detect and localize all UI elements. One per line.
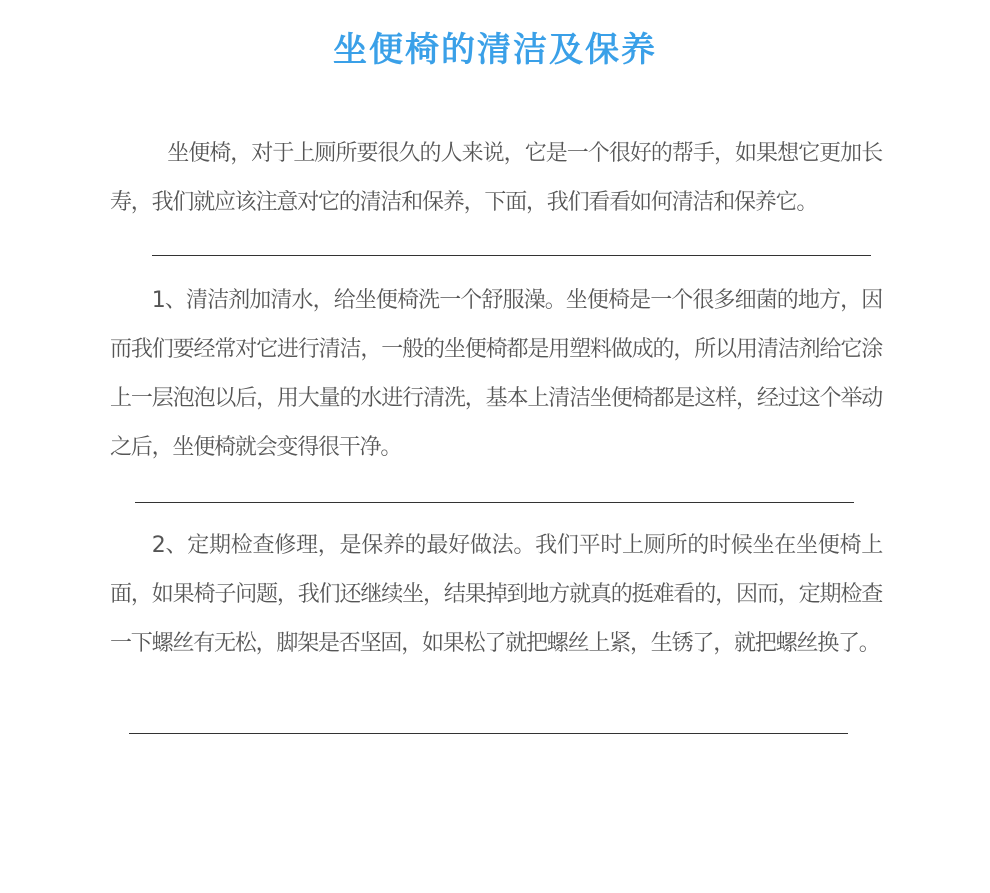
article-title: 坐便椅的清洁及保养 [333,30,657,70]
intro-paragraph: 坐便椅，对于上厕所要很久的人来说，它是一个很好的帮手，如果想它更加长寿，我们就应该注意对它的清洁和保养，下面，我们看看如何清洁和保养它。 [110,141,882,215]
cleaning-paragraph: 1、清洁剂加清水，给坐便椅洗一个舒服澡。坐便椅是一个很多细菌的地方，因而我们要经常对它进行清洁，一般的坐便椅都是用塑料做成的，所以用清洁剂给它涂上一层泡泡以后，用大量的水进行清洗，基本上清洁坐便椅都是这样，经过这个举动之后，坐便椅就会变得很干净。 [110,288,882,460]
maintenance-paragraph: 2、定期检查修理，是保养的最好做法。我们平时上厕所的时候坐在坐便椅上面，如果椅子问题，我们还继续坐，结果掉到地方就真的挺难看的，因而，定期检查一下螺丝有无松，脚架是否坚固，如果松了就把螺丝上紧，生锈了，就把螺丝换了。 [110,533,882,656]
divider-line [129,733,848,734]
divider-line [152,255,871,256]
divider-line [135,502,854,503]
